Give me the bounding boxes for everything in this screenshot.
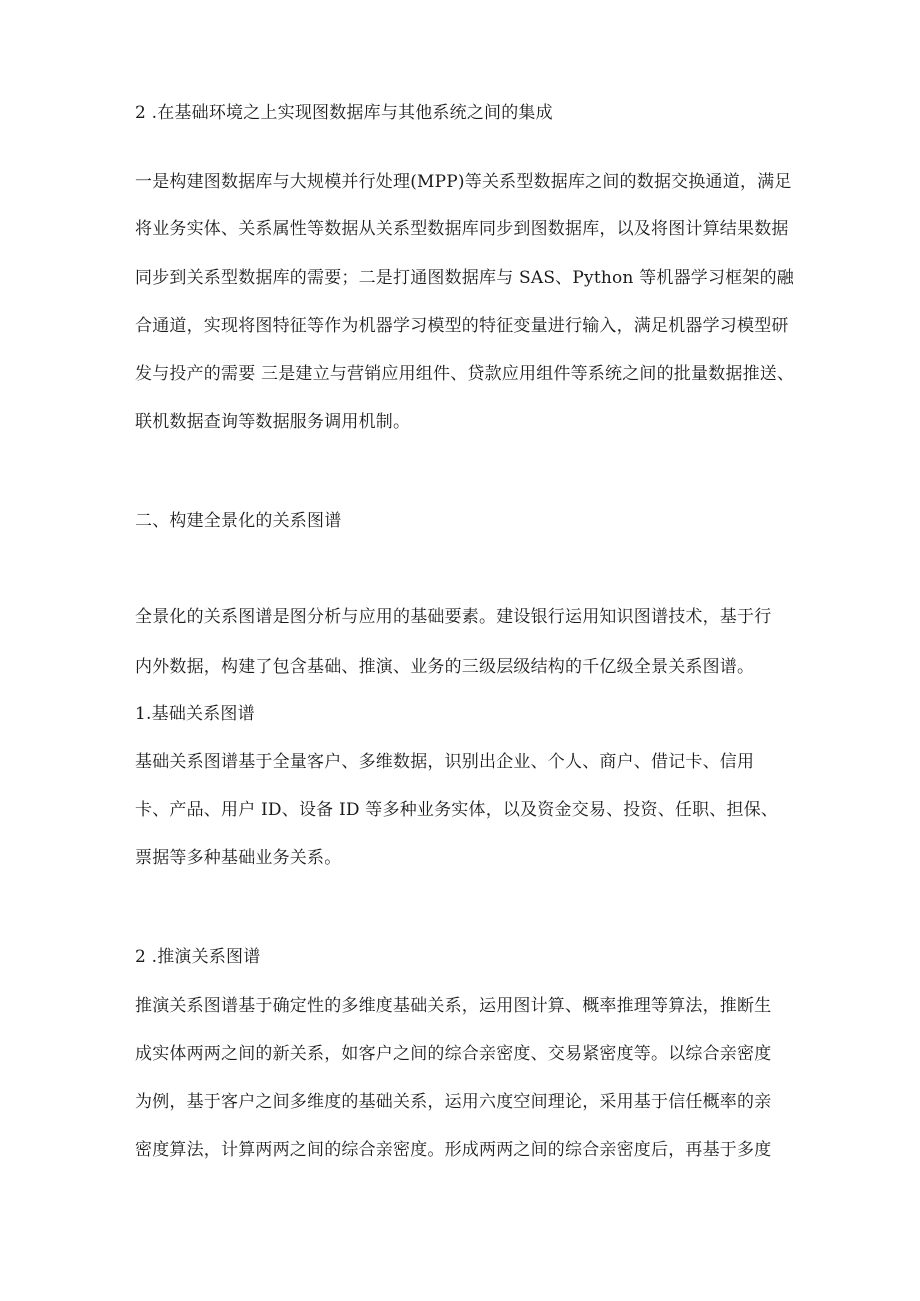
subheading-inference-graph: 2 .推演关系图谱	[135, 947, 261, 967]
section-heading-integration: 2 .在基础环境之上实现图数据库与其他系统之间的集成	[135, 103, 553, 123]
paragraph-line: 全景化的关系图谱是图分析与应用的基础要素。建设银行运用知识图谱技术，基于行	[135, 607, 772, 627]
paragraph-line: 卡、产品、用户 ID、设备 ID 等多种业务实体，以及资金交易、投资、任职、担保、	[135, 800, 779, 820]
paragraph-line: 同步到关系型数据库的需要；二是打通图数据库与 SAS、Python 等机器学习框架的融	[135, 268, 794, 288]
paragraph-line: 推演关系图谱基于确定性的多维度基础关系，运用图计算、概率推理等算法，推断生	[135, 996, 772, 1016]
paragraph-line: 将业务实体、关系属性等数据从关系型数据库同步到图数据库，以及将图计算结果数据	[135, 219, 789, 239]
paragraph-line: 联机数据查询等数据服务调用机制。	[135, 412, 411, 432]
paragraph-line: 合通道，实现将图特征等作为机器学习模型的特征变量进行输入，满足机器学习模型研	[135, 316, 789, 336]
paragraph-line: 一是构建图数据库与大规模并行处理(MPP)等关系型数据库之间的数据交换通道，满足	[135, 172, 792, 192]
paragraph-line: 基础关系图谱基于全量客户、多维数据，识别出企业、个人、商户、借记卡、信用	[135, 752, 755, 772]
chapter-heading-panoramic-graph: 二、构建全景化的关系图谱	[135, 511, 342, 531]
paragraph-line: 票据等多种基础业务关系。	[135, 848, 342, 868]
paragraph-line: 为例，基于客户之间多维度的基础关系，运用六度空间理论，采用基于信任概率的亲	[135, 1092, 772, 1112]
paragraph-line: 成实体两两之间的新关系，如客户之间的综合亲密度、交易紧密度等。以综合亲密度	[135, 1044, 772, 1064]
paragraph-line: 密度算法，计算两两之间的综合亲密度。形成两两之间的综合亲密度后，再基于多度	[135, 1140, 772, 1160]
subheading-basic-graph: 1.基础关系图谱	[135, 704, 255, 724]
paragraph-line: 内外数据，构建了包含基础、推演、业务的三级层级结构的千亿级全景关系图谱。	[135, 657, 755, 677]
paragraph-line: 发与投产的需要 三是建立与营销应用组件、贷款应用组件等系统之间的批量数据推送、	[135, 364, 795, 384]
